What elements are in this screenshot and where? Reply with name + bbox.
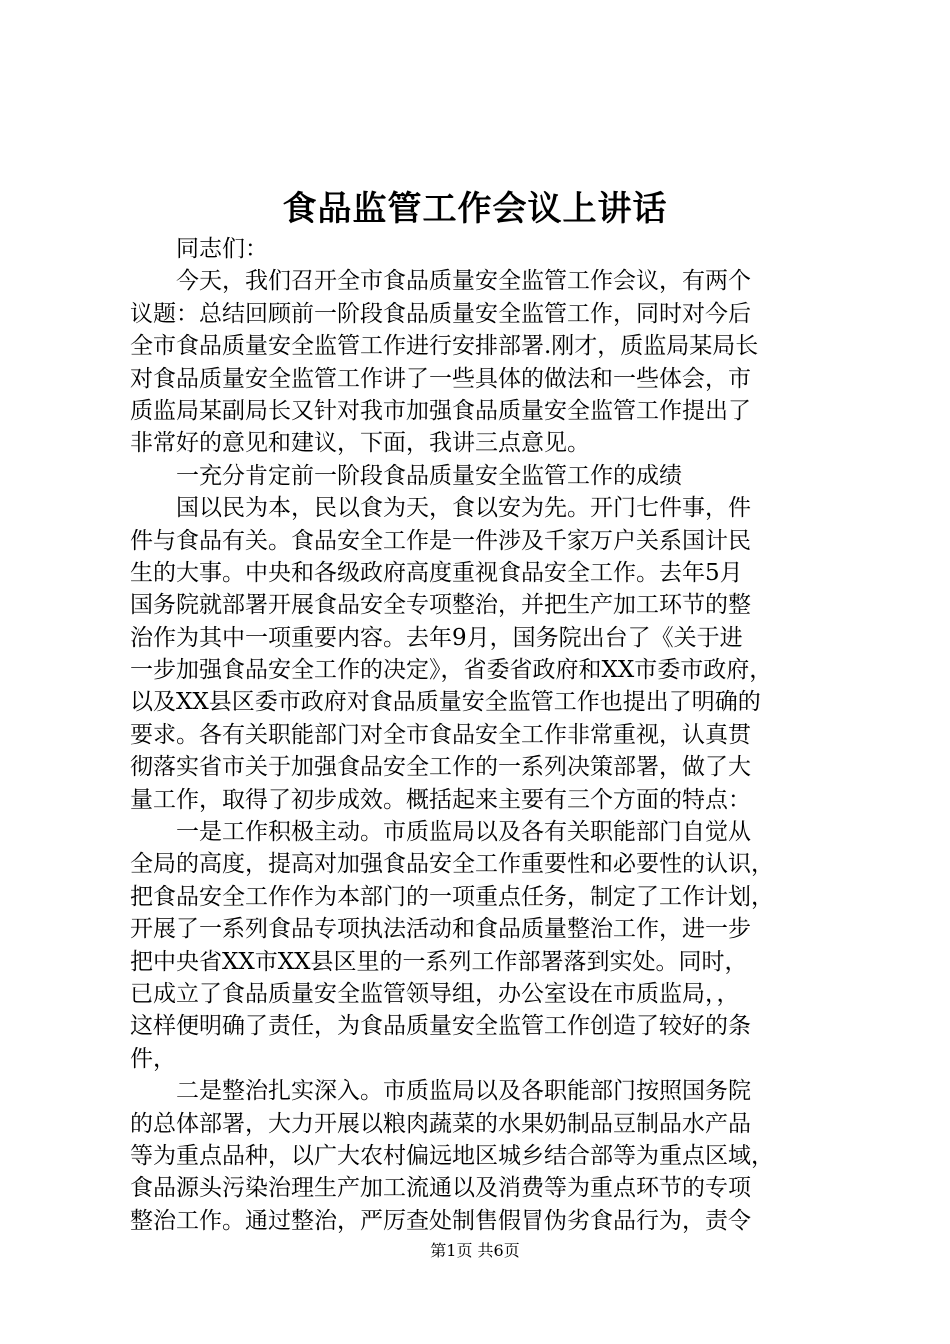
body-line: 国以民为本，民以食为天，食以安为先。开门七件事，件 (130, 495, 751, 522)
body-line: 件与食品有关。食品安全工作是一件涉及千家万户关系国计民 (130, 527, 751, 554)
body-line: 要求。各有关职能部门对全市食品安全工作非常重视，认真贯 (130, 721, 751, 748)
body-line: 一步加强食品安全工作的决定》，省委省政府和XX市委市政府， (130, 657, 773, 684)
body-line: 对食品质量安全监管工作讲了一些具体的做法和一些体会，市 (130, 365, 751, 392)
body-line: 全局的高度，提高对加强食品安全工作重要性和必要性的认识， (130, 851, 774, 878)
document-body (130, 233, 826, 1237)
body-line: 今天，我们召开全市食品质量安全监管工作会议，有两个 (130, 268, 751, 295)
body-line: 一是工作积极主动。市质监局以及各有关职能部门自觉从 (130, 819, 751, 846)
page-number-footer: 第1页 共6页 (430, 1241, 520, 1260)
body-line: 国务院就部署开展食品安全专项整治，并把生产加工环节的整 (130, 592, 751, 619)
body-line: 这样便明确了责任，为食品质量安全监管工作创造了较好的条 (130, 1013, 751, 1040)
body-line: 食品源头污染治理生产加工流通以及消费等为重点环节的专项 (130, 1175, 751, 1202)
document-title: 食品监管工作会议上讲话 (282, 189, 668, 229)
body-line: 整治工作。通过整治，严厉查处制售假冒伪劣食品行为，责令 (130, 1207, 751, 1234)
body-line: 治作为其中一项重要内容。去年9月，国务院出台了《关于进 (130, 624, 743, 651)
body-line: 议题：总结回顾前一阶段食品质量安全监管工作，同时对今后 (130, 300, 751, 327)
body-line: 的总体部署，大力开展以粮肉蔬菜的水果奶制品豆制品水产品 (130, 1110, 751, 1137)
body-line: 同志们： (130, 236, 268, 262)
body-line: 把中央省XX市XX县区里的一系列工作部署落到实处。同时， (130, 948, 748, 975)
body-line: 件， (130, 1045, 176, 1072)
body-line: 非常好的意见和建议，下面，我讲三点意见。 (130, 430, 590, 457)
body-line: 等为重点品种，以广大农村偏远地区城乡结合部等为重点区域， (130, 1142, 774, 1169)
body-line: 生的大事。中央和各级政府高度重视食品安全工作。去年5月 (130, 559, 743, 586)
body-line: 开展了一系列食品专项执法活动和食品质量整治工作，进一步 (130, 916, 751, 943)
body-line: 质监局某副局长又针对我市加强食品质量安全监管工作提出了 (130, 397, 751, 424)
section-heading: 一充分肯定前一阶段食品质量安全监管工作的成绩 (130, 462, 682, 489)
body-line: 全市食品质量安全监管工作进行安排部署.刚才，质监局某局长 (130, 333, 759, 360)
body-line: 量工作，取得了初步成效。概括起来主要有三个方面的特点： (130, 786, 751, 813)
body-line: 把食品安全工作作为本部门的一项重点任务，制定了工作计划， (130, 883, 774, 910)
body-line: 二是整治扎实深入。市质监局以及各职能部门按照国务院 (130, 1078, 751, 1105)
body-line: 以及XX县区委市政府对食品质量安全监管工作也提出了明确的 (130, 689, 761, 716)
body-line: 已成立了食品质量安全监管领导组，办公室设在市质监局，， (130, 980, 740, 1007)
body-line: 彻落实省市关于加强食品安全工作的一系列决策部署，做了大 (130, 754, 751, 781)
